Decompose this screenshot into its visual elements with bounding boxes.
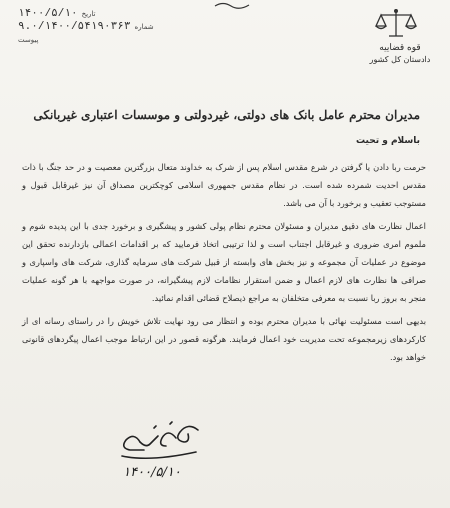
letter-body (22, 158, 426, 371)
handwritten-signature (110, 418, 205, 466)
paragraph: بدیهی است مسئولیت نهائی با مدیران محترم بوده و انتظار می رود نهایت تلاش خویش را در راستای رسانه ای از کارکردهای زیرمجموعه تحت مدیریت خود اعمال فرمایند. هرگونه قصور در این ارتباط موجب اعمال پیگردهای قانونی خواهد بود. (22, 316, 426, 362)
signed-date: ۱۴۰۰/۵/۱۰ (123, 465, 181, 480)
paragraph: اعمال نظارت های دقیق مدیران و مسئولان محترم نظام پولی کشور و پیشگیری و برخورد جدی با این پدیده شوم و ملموم امری ضروری و غیرقابل اجتناب است و لذا ترتیبی اتخاذ فرمایید که بر اقدامات اعمالی بازدارنده تحقق این موضوع در عملیات آن مجموعه و نیز بخش های وابسته از قبیل شرکت های سرمایه گذاری، شرکت های واسپاری و صرافی ها نظارت های لازم اعمال و ضمن استقرار نظامات لازم پیشگیرانه، در صورت مواجهه با هر گونه عملیات منجر به بروز ربا نسبت به معرفی متخلفان به مراجع ذیصلاح قضائی اقدام نمائید. (22, 221, 426, 303)
letter-meta (18, 8, 154, 47)
judiciary-emblem-icon (373, 6, 419, 40)
number-value: ۹.۰/۱۴۰۰/۵۴۱۹۰۳۶۳ (18, 21, 131, 33)
date-label: تاریخ (81, 10, 96, 18)
date-row (18, 8, 138, 21)
organization-department: دادستان کل کشور (369, 55, 431, 64)
date-value: ۱۴۰۰/۵/۱۰ (18, 8, 78, 20)
addressee-line: مدیران محترم عامل بانک های دولتی، غیردولتی و موسسات اعتباری غیربانکی (33, 108, 420, 122)
attachment-label: پیوست (18, 36, 39, 44)
attachment-row (18, 34, 138, 47)
organization-block (360, 42, 440, 66)
top-signature-mark (213, 0, 253, 10)
number-label: شماره (134, 23, 154, 31)
organization-name: قوه قضاییه (379, 43, 421, 53)
number-row (18, 21, 154, 34)
greeting: باسلام و تحیت (356, 136, 420, 146)
paragraph: حرمت ربا دادن یا گرفتن در شرع مقدس اسلام پس از شرک به خداوند متعال بزرگترین معصیت و در حد جنگ با ذات مقدس احدیت شمرده شده است. در نظام مقدس جمهوری اسلامی کوچکترین مصداق آن نیز غیرقابل قبول و مستوجب تعقیب و برخورد با آن می باشد. (22, 162, 426, 208)
